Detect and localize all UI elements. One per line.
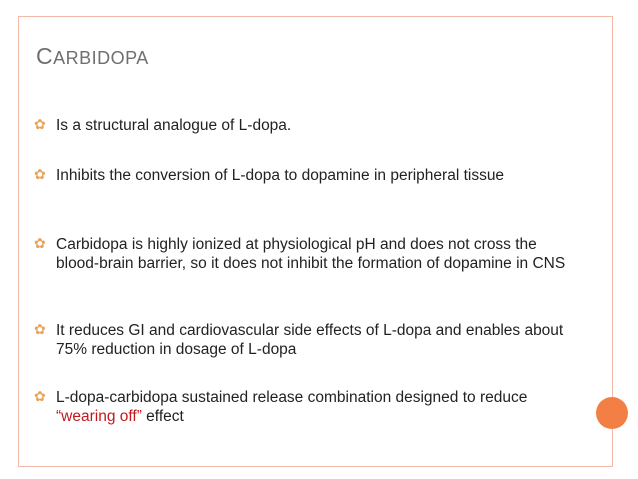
- frame-left-border: [18, 16, 19, 467]
- bullet-flower-icon: ✿: [34, 322, 46, 338]
- bullet-flower-icon: ✿: [34, 117, 46, 133]
- bullet-item: [34, 166, 574, 185]
- bullet-text: Inhibits the conversion of L-dopa to dopamine in peripheral tissue: [56, 167, 505, 184]
- bullet-flower-icon: ✿: [34, 167, 46, 183]
- bullet-item: [34, 388, 574, 426]
- frame-right-border: [612, 16, 613, 398]
- bullet-text: [56, 388, 574, 426]
- bullet-item: [34, 235, 574, 273]
- frame-bottom-border: [18, 466, 612, 467]
- bullet-flower-icon: ✿: [34, 236, 46, 252]
- slide-title: [36, 35, 149, 72]
- slide-title-initial: C: [36, 43, 54, 69]
- bullet-text: It reduces GI and cardiovascular side effects of L-dopa and enables about 75% reduction in dosage of L-dopa: [56, 322, 564, 358]
- bullet-flower-icon: ✿: [34, 389, 46, 405]
- bullet-text: Carbidopa is highly ionized at physiological pH and does not cross the blood-brain barrier, so it does not inhibit the formation of dopamine in CNS: [56, 236, 566, 272]
- highlighted-term: “wearing off”: [56, 408, 142, 425]
- bullet-item: [34, 116, 574, 135]
- frame-right-border-lower: [612, 428, 613, 467]
- bullet-text-start: L-dopa-carbidopa sustained release combination designed to reduce: [56, 389, 528, 406]
- bullet-item: [34, 321, 574, 359]
- bullet-text: Is a structural analogue of L-dopa.: [56, 117, 292, 134]
- slide-title-rest: ARBIDOPA: [53, 48, 149, 68]
- frame-top-border: [18, 16, 612, 17]
- decorative-circle: [596, 397, 628, 429]
- bullet-text-end: effect: [141, 408, 184, 425]
